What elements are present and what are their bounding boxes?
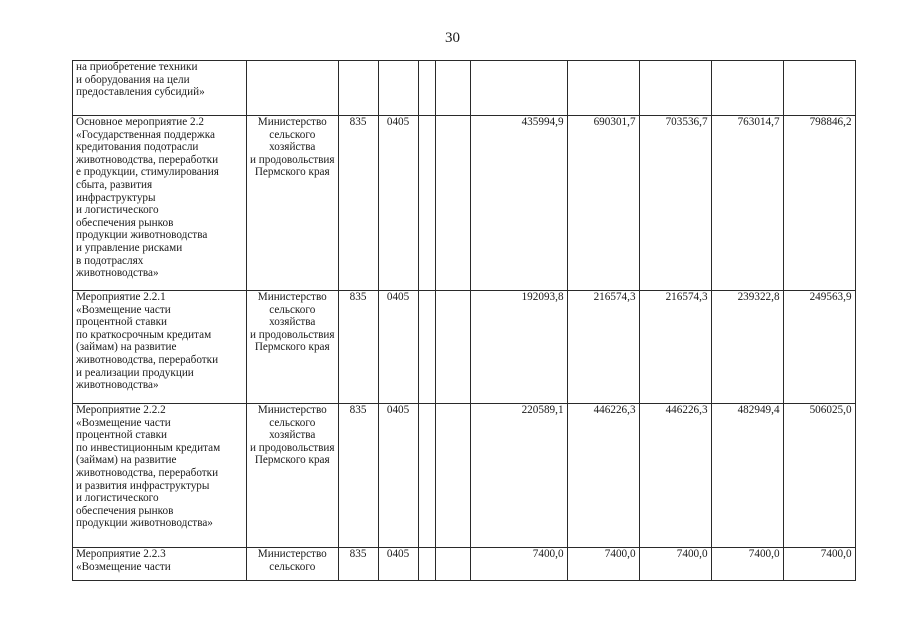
grbs-code-cell bbox=[338, 61, 378, 116]
ministry-line: сельского bbox=[269, 560, 316, 573]
amount-cell-1 bbox=[470, 61, 567, 116]
ministry-line: Пермского края bbox=[254, 454, 330, 467]
table-row bbox=[73, 116, 856, 291]
event-name-line: по инвестиционным кредитам bbox=[76, 441, 221, 454]
amount-cell-4: 7400,0 bbox=[711, 548, 783, 581]
csr-code-cell bbox=[418, 404, 435, 548]
table-row bbox=[73, 61, 856, 116]
ministry-cell bbox=[247, 116, 339, 291]
event-name-line: и оборудования на цели bbox=[76, 73, 190, 86]
grbs-code-cell: 835 bbox=[338, 291, 378, 404]
ministry-line: хозяйства bbox=[269, 429, 316, 442]
grbs-code-cell: 835 bbox=[338, 548, 378, 581]
amount-cell-2 bbox=[567, 61, 639, 116]
rzpr-code-cell: 0405 bbox=[378, 548, 418, 581]
amount-cell-2: 446226,3 bbox=[567, 404, 639, 548]
event-name-line: (займам) на развитие bbox=[76, 341, 177, 354]
event-name-line: «Возмещение части bbox=[76, 560, 171, 573]
event-name-line: по краткосрочным кредитам bbox=[76, 328, 212, 341]
amount-cell-3 bbox=[639, 61, 711, 116]
amount-cell-2: 7400,0 bbox=[567, 548, 639, 581]
csr-code-cell bbox=[418, 61, 435, 116]
amount-cell-3: 7400,0 bbox=[639, 548, 711, 581]
event-name-cell bbox=[73, 61, 247, 116]
csr-code-cell bbox=[418, 116, 435, 291]
ministry-line: хозяйства bbox=[269, 141, 316, 154]
ministry-line: Министерство bbox=[257, 548, 327, 560]
grbs-code-cell: 835 bbox=[338, 116, 378, 291]
ministry-line: Пермского края bbox=[254, 341, 330, 354]
table-row bbox=[73, 404, 856, 548]
event-name-line: животноводства, переработки bbox=[76, 153, 219, 166]
event-name-line: продукции животноводства bbox=[76, 229, 208, 242]
vr-code-cell bbox=[435, 404, 470, 548]
event-name-line: на приобретение техники bbox=[76, 61, 198, 73]
event-name-line: Мероприятие 2.2.1 bbox=[76, 291, 166, 303]
event-name-line: и реализации продукции bbox=[76, 366, 194, 379]
ministry-line: сельского bbox=[269, 128, 316, 141]
amount-cell-1: 220589,1 bbox=[470, 404, 567, 548]
ministry-line: Министерство bbox=[257, 116, 327, 128]
ministry-cell bbox=[247, 404, 339, 548]
budget-table bbox=[72, 60, 856, 581]
amount-cell-1: 192093,8 bbox=[470, 291, 567, 404]
ministry-cell bbox=[247, 61, 339, 116]
event-name-line: и развития инфраструктуры bbox=[76, 479, 210, 492]
rzpr-code-cell bbox=[378, 61, 418, 116]
amount-cell-4: 763014,7 bbox=[711, 116, 783, 291]
event-name-line: инфраструктуры bbox=[76, 191, 156, 204]
event-name-line: в подотраслях bbox=[76, 254, 144, 267]
amount-cell-4 bbox=[711, 61, 783, 116]
event-name-line: продукции животноводства» bbox=[76, 517, 213, 530]
event-name-line: Мероприятие 2.2.2 bbox=[76, 404, 166, 416]
amount-cell-4: 239322,8 bbox=[711, 291, 783, 404]
event-name-line: е продукции, стимулирования bbox=[76, 166, 219, 179]
event-name-line: Мероприятие 2.2.3 bbox=[76, 548, 166, 560]
ministry-line: Министерство bbox=[257, 291, 327, 303]
event-name-line: процентной ставки bbox=[76, 429, 168, 442]
ministry-line: и продовольствия bbox=[250, 153, 335, 166]
amount-cell-4: 482949,4 bbox=[711, 404, 783, 548]
amount-cell-1: 435994,9 bbox=[470, 116, 567, 291]
amount-cell-3: 446226,3 bbox=[639, 404, 711, 548]
event-name-cell bbox=[73, 548, 247, 581]
event-name-line: Основное мероприятие 2.2 bbox=[76, 116, 204, 128]
csr-code-cell bbox=[418, 291, 435, 404]
ministry-line: сельского bbox=[269, 416, 316, 429]
event-name-cell bbox=[73, 291, 247, 404]
amount-cell-2: 690301,7 bbox=[567, 116, 639, 291]
vr-code-cell bbox=[435, 291, 470, 404]
ministry-line: хозяйства bbox=[269, 316, 316, 329]
event-name-line: и логистического bbox=[76, 204, 159, 217]
amount-cell-5: 506025,0 bbox=[783, 404, 855, 548]
event-name-line: животноводства» bbox=[76, 267, 159, 280]
event-name-line: животноводства, переработки bbox=[76, 353, 219, 366]
amount-cell-5 bbox=[783, 61, 855, 116]
event-name-line: и логистического bbox=[76, 492, 159, 505]
amount-cell-5: 7400,0 bbox=[783, 548, 855, 581]
event-name-line: процентной ставки bbox=[76, 316, 168, 329]
event-name-line: «Государственная поддержка bbox=[76, 128, 215, 141]
ministry-line: и продовольствия bbox=[250, 328, 335, 341]
amount-cell-1: 7400,0 bbox=[470, 548, 567, 581]
event-name-cell bbox=[73, 116, 247, 291]
rzpr-code-cell: 0405 bbox=[378, 116, 418, 291]
amount-cell-2: 216574,3 bbox=[567, 291, 639, 404]
amount-cell-3: 703536,7 bbox=[639, 116, 711, 291]
event-name-line: животноводства» bbox=[76, 379, 159, 392]
amount-cell-5: 798846,2 bbox=[783, 116, 855, 291]
ministry-line: Пермского края bbox=[254, 166, 330, 179]
vr-code-cell bbox=[435, 116, 470, 291]
amount-cell-3: 216574,3 bbox=[639, 291, 711, 404]
event-name-line: «Возмещение части bbox=[76, 416, 171, 429]
rzpr-code-cell: 0405 bbox=[378, 291, 418, 404]
ministry-cell bbox=[247, 291, 339, 404]
ministry-line: и продовольствия bbox=[250, 441, 335, 454]
event-name-line: (займам) на развитие bbox=[76, 454, 177, 467]
event-name-line: обеспечения рынков bbox=[76, 504, 174, 517]
rzpr-code-cell: 0405 bbox=[378, 404, 418, 548]
vr-code-cell bbox=[435, 61, 470, 116]
vr-code-cell bbox=[435, 548, 470, 581]
ministry-line: Министерство bbox=[257, 404, 327, 416]
event-name-line: обеспечения рынков bbox=[76, 216, 174, 229]
event-name-cell bbox=[73, 404, 247, 548]
event-name-line: кредитования подотрасли bbox=[76, 141, 199, 154]
event-name-line: «Возмещение части bbox=[76, 303, 171, 316]
table-row bbox=[73, 548, 856, 581]
event-name-line: животноводства, переработки bbox=[76, 466, 219, 479]
table-row bbox=[73, 291, 856, 404]
ministry-cell bbox=[247, 548, 339, 581]
event-name-line: предоставления субсидий» bbox=[76, 86, 205, 99]
grbs-code-cell: 835 bbox=[338, 404, 378, 548]
event-name-line: сбыта, развития bbox=[76, 178, 153, 191]
csr-code-cell bbox=[418, 548, 435, 581]
page-number: 30 bbox=[445, 30, 460, 46]
ministry-line: сельского bbox=[269, 303, 316, 316]
amount-cell-5: 249563,9 bbox=[783, 291, 855, 404]
event-name-line: и управление рисками bbox=[76, 241, 183, 254]
